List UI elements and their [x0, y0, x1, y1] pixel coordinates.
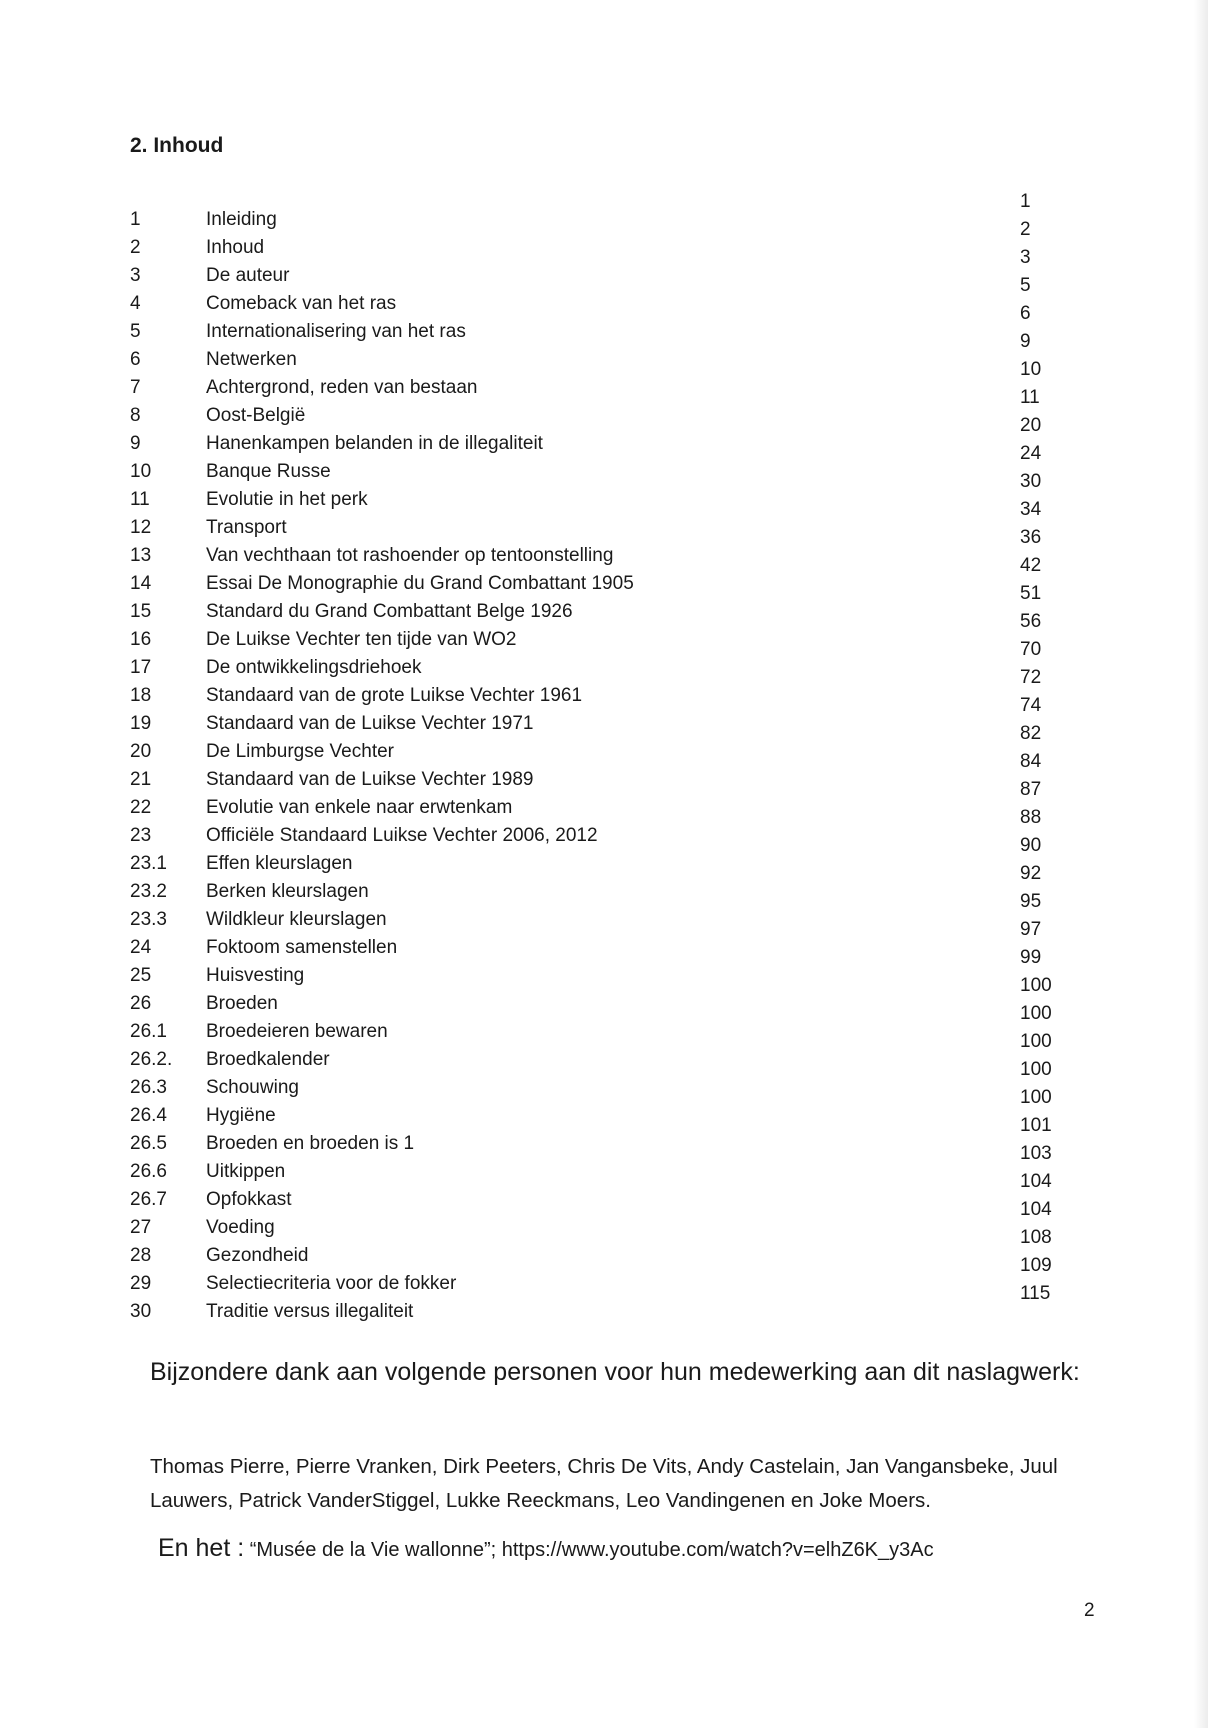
toc-row [130, 191, 1070, 236]
toc-entry-title: Evolutie in het perk [206, 489, 368, 510]
toc-entry-title: Schouwing [206, 1077, 299, 1098]
toc-page-number: 100 [1020, 975, 1052, 996]
source-reference [158, 1534, 934, 1563]
source-lead: En het : [158, 1534, 245, 1562]
toc-entry-title: Broedkalender [206, 1049, 330, 1070]
toc-number: 6 [130, 349, 141, 370]
toc-number: 1 [130, 209, 141, 230]
toc-page-number: 100 [1020, 1003, 1052, 1024]
toc-entry-title: Opfokkast [206, 1189, 292, 1210]
toc-page-number: 42 [1020, 555, 1042, 576]
toc-number: 5 [130, 321, 141, 342]
toc-number: 26.4 [130, 1105, 167, 1126]
toc-page-number: 51 [1020, 583, 1042, 604]
toc-page-number: 108 [1020, 1227, 1052, 1248]
toc-entry-title: Internationalisering van het ras [206, 321, 466, 342]
toc-page-number: 74 [1020, 695, 1042, 716]
toc-entry-title: Hanenkampen belanden in de illegaliteit [206, 433, 543, 454]
toc-entry-title: Standaard van de Luikse Vechter 1971 [206, 713, 534, 734]
toc-entry-title: Banque Russe [206, 461, 331, 482]
toc-number: 26 [130, 993, 152, 1014]
toc-page-number: 100 [1020, 1087, 1052, 1108]
toc-number: 27 [130, 1217, 152, 1238]
page-number: 2 [1084, 1600, 1095, 1621]
toc-page-number: 3 [1020, 247, 1031, 268]
toc-page-number: 115 [1020, 1283, 1051, 1304]
toc-entry-title: Hygiëne [206, 1105, 276, 1126]
toc-page-number: 20 [1020, 415, 1042, 436]
toc-number: 8 [130, 405, 141, 426]
page-edge-shadow [1194, 0, 1208, 1728]
toc-entry-title: De auteur [206, 265, 290, 286]
toc-entry-title: Standaard van de Luikse Vechter 1989 [206, 769, 534, 790]
toc-page-number: 92 [1020, 863, 1042, 884]
toc-entry-title: Transport [206, 517, 287, 538]
toc-number: 9 [130, 433, 141, 454]
toc-number: 26.5 [130, 1133, 167, 1154]
toc-number: 12 [130, 517, 152, 538]
toc-entry-title: Inleiding [206, 209, 277, 230]
toc-entry-title: Evolutie van enkele naar erwtenkam [206, 797, 513, 818]
toc-page-number: 6 [1020, 303, 1031, 324]
toc-page-number: 11 [1020, 387, 1040, 408]
toc-number: 4 [130, 293, 141, 314]
toc-number: 28 [130, 1245, 152, 1266]
toc-entry-title: Standaard van de grote Luikse Vechter 1961 [206, 685, 583, 706]
toc-entry-title: Broeden en broeden is 1 [206, 1133, 415, 1154]
toc-page-number: 24 [1020, 443, 1042, 464]
toc-entry-title: Standard du Grand Combattant Belge 1926 [206, 601, 573, 622]
toc-page-number: 10 [1020, 359, 1042, 380]
toc-number: 21 [130, 769, 152, 790]
toc-entry-title: Essai De Monographie du Grand Combattant 1905 [206, 573, 634, 594]
toc-page-number: 95 [1020, 891, 1042, 912]
toc-number: 24 [130, 937, 152, 958]
toc-page-number: 34 [1020, 499, 1042, 520]
toc-page-number: 30 [1020, 471, 1042, 492]
toc-entry-title: De Limburgse Vechter [206, 741, 394, 762]
source-link[interactable]: “Musée de la Vie wallonne”; https://www.youtube.com/watch?v=elhZ6K_y3Ac [249, 1539, 934, 1561]
toc-entry-title: Achtergrond, reden van bestaan [206, 377, 478, 398]
toc-page-number: 100 [1020, 1059, 1052, 1080]
toc-entry-title: Broedeieren bewaren [206, 1021, 388, 1042]
toc-page-number: 72 [1020, 667, 1042, 688]
toc-page-number: 82 [1020, 723, 1042, 744]
toc-page-number: 104 [1020, 1199, 1052, 1220]
toc-page-number: 87 [1020, 779, 1042, 800]
toc-page-number: 104 [1020, 1171, 1052, 1192]
toc-number: 14 [130, 573, 152, 594]
toc-page-number: 90 [1020, 835, 1042, 856]
toc-number: 26.2. [130, 1049, 173, 1070]
toc-number: 26.3 [130, 1077, 167, 1098]
toc-page-number: 36 [1020, 527, 1042, 548]
toc-number: 26.7 [130, 1189, 167, 1210]
toc-number: 18 [130, 685, 152, 706]
toc-entry-title: Gezondheid [206, 1245, 309, 1266]
toc-number: 29 [130, 1273, 152, 1294]
toc-page-number: 88 [1020, 807, 1042, 828]
toc-entry-title: Berken kleurslagen [206, 881, 369, 902]
acknowledgement-heading: Bijzondere dank aan volgende personen voor hun medewerking aan dit naslagwerk: [150, 1358, 1080, 1386]
toc-page-number: 103 [1020, 1143, 1052, 1164]
toc-number: 15 [130, 601, 152, 622]
toc-entry-title: Traditie versus illegaliteit [206, 1301, 414, 1322]
toc-number: 11 [130, 489, 150, 510]
toc-page-number: 56 [1020, 611, 1042, 632]
toc-page-number: 99 [1020, 947, 1042, 968]
toc-entry-title: De ontwikkelingsdriehoek [206, 657, 422, 678]
toc-number: 26.6 [130, 1161, 167, 1182]
page-title: 2. Inhoud [130, 134, 224, 157]
toc-number: 30 [130, 1301, 152, 1322]
toc-page-number: 2 [1020, 219, 1031, 240]
toc-entry-title: Selectiecriteria voor de fokker [206, 1273, 457, 1294]
toc-number: 2 [130, 237, 141, 258]
toc-number: 22 [130, 797, 152, 818]
table-of-contents [130, 191, 1070, 1328]
toc-entry-title: Officiële Standaard Luikse Vechter 2006, 2012 [206, 825, 598, 846]
toc-entry-title: Netwerken [206, 349, 297, 370]
toc-page-number: 97 [1020, 919, 1042, 940]
toc-number: 13 [130, 545, 152, 566]
toc-number: 3 [130, 265, 141, 286]
toc-entry-title: Uitkippen [206, 1161, 286, 1182]
toc-page-number: 100 [1020, 1031, 1052, 1052]
toc-entry-title: Oost-België [206, 405, 306, 426]
toc-number: 23.2 [130, 881, 167, 902]
toc-page-number: 5 [1020, 275, 1031, 296]
toc-page-number: 109 [1020, 1255, 1052, 1276]
toc-number: 7 [130, 377, 141, 398]
toc-number: 23.3 [130, 909, 167, 930]
acknowledgement-names: Thomas Pierre, Pierre Vranken, Dirk Peeters, Chris De Vits, Andy Castelain, Jan Vangansbeke, Juul Lauwers, Patrick VanderStiggel, Lukke Reeckmans, Leo Vandingenen en Joke Moers. [150, 1455, 1058, 1512]
toc-number: 20 [130, 741, 152, 762]
toc-entry-title: Van vechthaan tot rashoender op tentoonstelling [206, 545, 614, 566]
toc-entry-title: Comeback van het ras [206, 293, 397, 314]
toc-number: 10 [130, 461, 152, 482]
toc-number: 17 [130, 657, 152, 678]
toc-entry-title: Huisvesting [206, 965, 305, 986]
toc-entry-title: Inhoud [206, 237, 265, 258]
toc-number: 19 [130, 713, 152, 734]
toc-page-number: 84 [1020, 751, 1042, 772]
toc-entry-title: Effen kleurslagen [206, 853, 353, 874]
toc-entry-title: Voeding [206, 1217, 275, 1238]
toc-number: 26.1 [130, 1021, 167, 1042]
toc-page-number: 101 [1020, 1115, 1052, 1136]
toc-number: 25 [130, 965, 152, 986]
toc-entry-title: Broeden [206, 993, 278, 1014]
toc-number: 23 [130, 825, 152, 846]
toc-page-number: 70 [1020, 639, 1042, 660]
toc-page-number: 1 [1020, 191, 1031, 212]
toc-number: 16 [130, 629, 152, 650]
toc-entry-title: De Luikse Vechter ten tijde van WO2 [206, 629, 517, 650]
toc-page-number: 9 [1020, 331, 1031, 352]
toc-entry-title: Foktoom samenstellen [206, 937, 398, 958]
toc-entry-title: Wildkleur kleurslagen [206, 909, 387, 930]
toc-number: 23.1 [130, 853, 167, 874]
